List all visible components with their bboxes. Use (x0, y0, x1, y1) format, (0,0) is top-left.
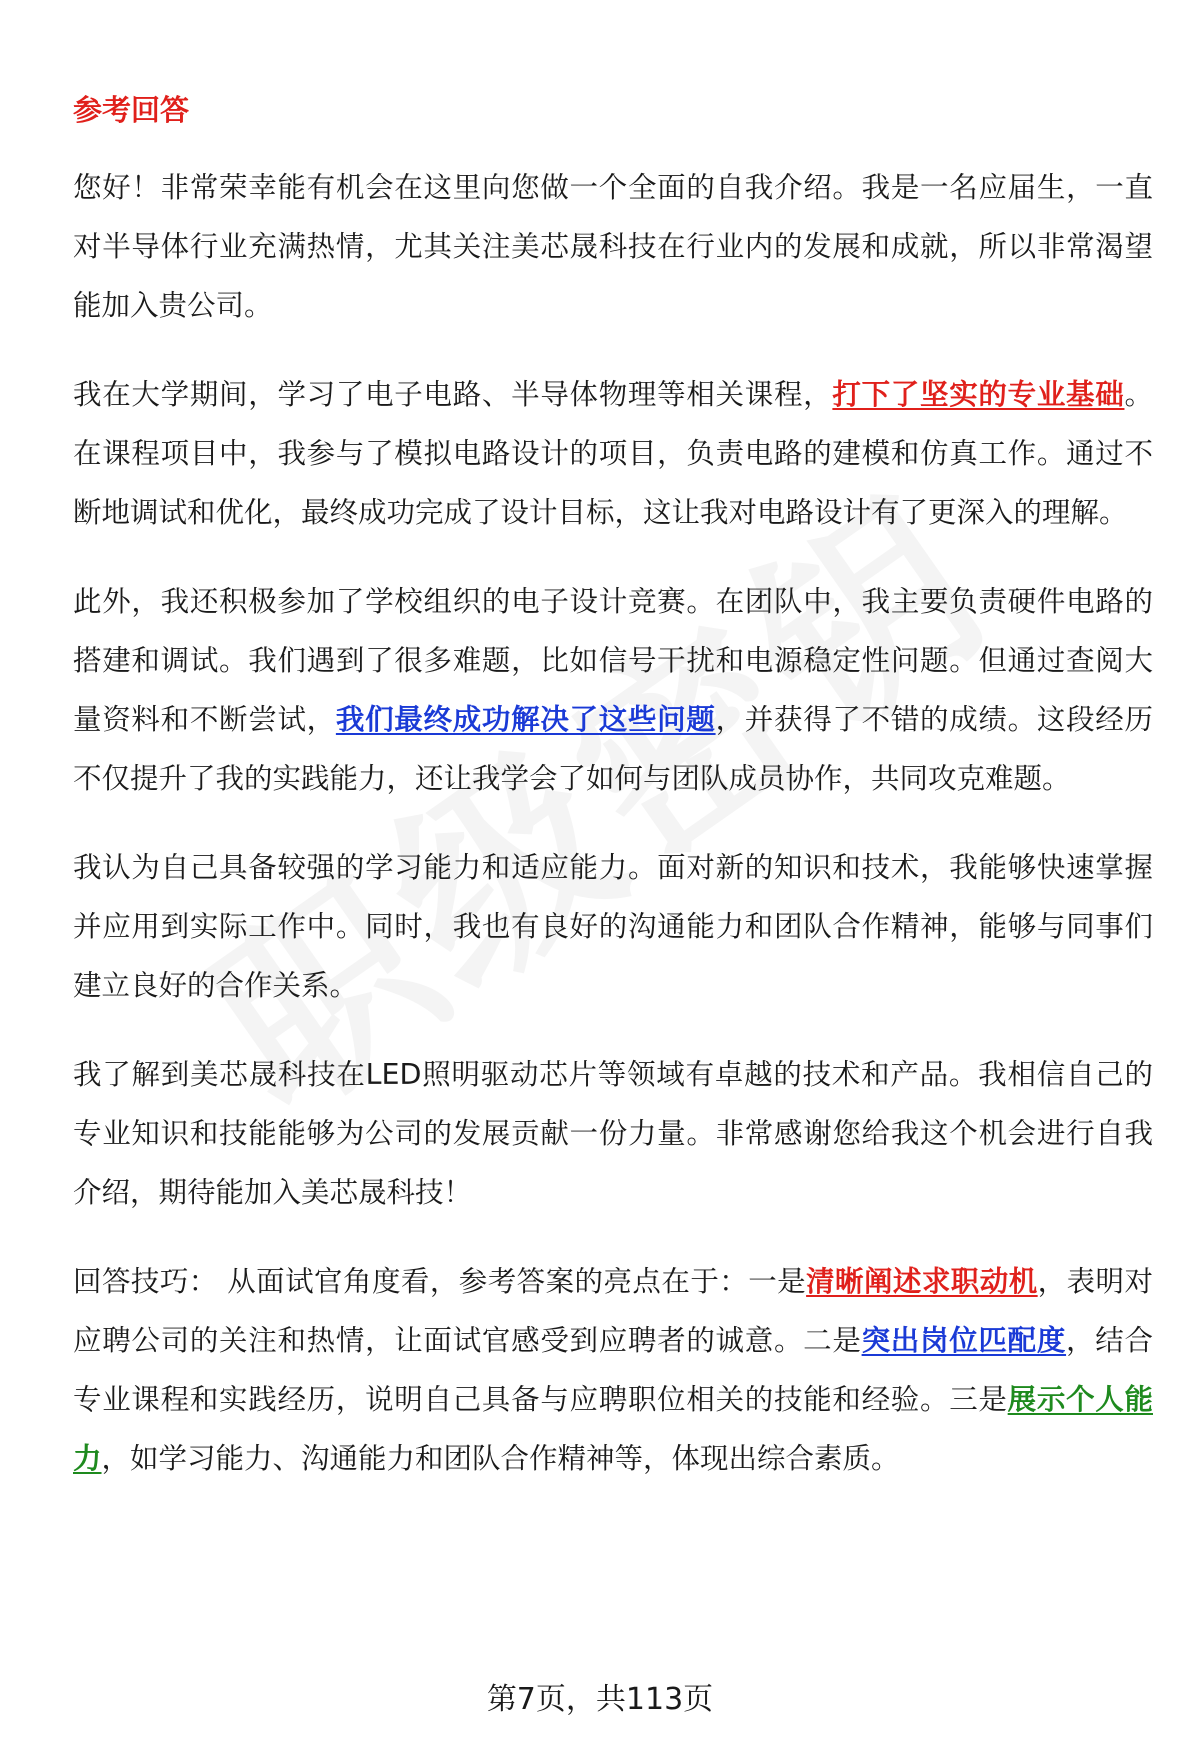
paragraph-text: 此外，我还积极参加了学校组织的电子设计竞赛。在团队中，我主要负责硬件电路的搭建和调试。我们遇到了很多难题，比如信号干扰和电源稳定性问题。但通过查阅大量资料和不断尝试， (73, 585, 1153, 736)
highlight-personal-ability: 展示个人能力 (73, 1383, 1153, 1475)
paragraph-intro: 您好！非常荣幸能有机会在这里向您做一个全面的自我介绍。我是一名应届生，一直对半导体行业充满热情，尤其关注美芯晟科技在行业内的发展和成就，所以非常渴望能加入贵公司。 (73, 171, 1153, 322)
paragraph-education (73, 365, 1153, 542)
paragraph-company: 我了解到美芯晟科技在LED照明驱动芯片等领域有卓越的技术和产品。我相信自己的专业知识和技能能够为公司的发展贡献一份力量。非常感谢您给我这个机会进行自我介绍，期待能加入美芯晟科技！ (73, 1058, 1153, 1209)
document-body (73, 88, 1153, 1518)
highlight-motivation: 清晰阐述求职动机 (806, 1265, 1038, 1298)
paragraph-text: 。在课程项目中，我参与了模拟电路设计的项目，负责电路的建模和仿真工作。通过不断地调试和优化，最终成功完成了设计目标，这让我对电路设计有了更深入的理解。 (73, 378, 1153, 529)
paragraph-text: 我在大学期间，学习了电子电路、半导体物理等相关课程， (73, 378, 833, 411)
paragraph-text: ，并获得了不错的成绩。这段经历不仅提升了我的实践能力，还让我学会了如何与团队成员协作，共同攻克难题。 (73, 703, 1153, 795)
paragraph-tips (73, 1252, 1153, 1488)
paragraph-text: ，如学习能力、沟通能力和团队合作精神等，体现出综合素质。 (101, 1442, 900, 1475)
highlight-foundation: 打下了坚实的专业基础 (832, 378, 1125, 411)
section-heading: 参考回答 (73, 93, 190, 127)
highlight-job-match: 突出岗位匹配度 (861, 1324, 1067, 1357)
paragraph-text: 回答技巧： 从面试官角度看，参考答案的亮点在于：一是 (73, 1265, 807, 1298)
paragraph-text: ，结合专业课程和实践经历，说明自己具备与应聘职位相关的技能和经验。三是 (73, 1324, 1153, 1416)
paragraph-abilities: 我认为自己具备较强的学习能力和适应能力。面对新的知识和技术，我能够快速掌握并应用到实际工作中。同时，我也有良好的沟通能力和团队合作精神，能够与同事们建立良好的合作关系。 (73, 851, 1153, 1002)
page-number: 第7页，共113页 (486, 1682, 714, 1717)
paragraph-competition (73, 572, 1153, 808)
highlight-solved-problems: 我们最终成功解决了这些问题 (335, 703, 716, 736)
paragraph-text: ，表明对应聘公司的关注和热情，让面试官感受到应聘者的诚意。二是 (73, 1265, 1153, 1357)
